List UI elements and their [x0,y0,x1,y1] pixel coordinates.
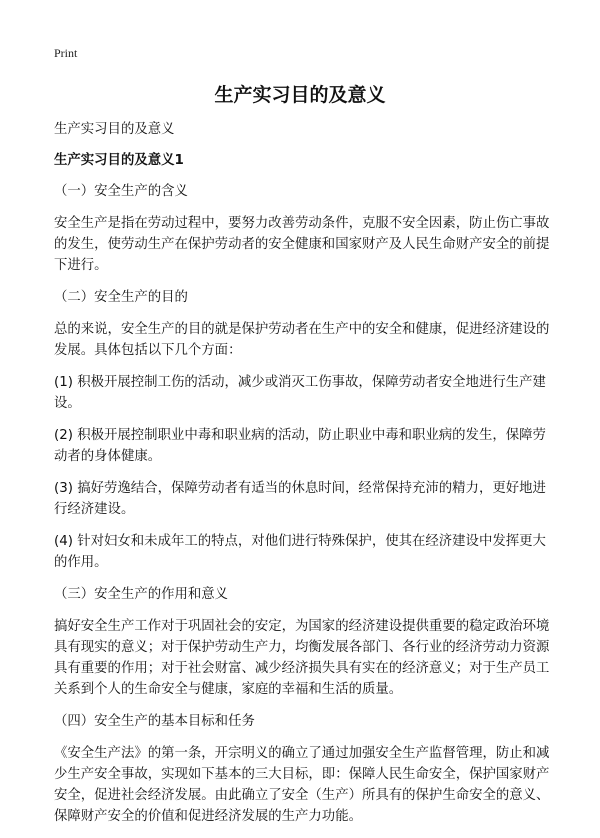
print-link[interactable]: Print [54,46,78,60]
list-item-1: (1) 积极开展控制工伤的活动，减少或消灭工伤事故，保障劳动者安全地进行生产建设。 [54,375,546,411]
document-title: 生产实习目的及意义 [214,84,386,106]
heading-safety-goals: （四）安全生产的基本目标和任务 [54,714,255,729]
paragraph-safety-goals: 《安全生产法》的第一条，开宗明义的确立了通过加强安全生产监督管理，防止和减少生产安全事故，实现如下基本的三大目标，即：保障人民生命安全，保护国家财产安全，促进社会经济发展。由此确立了安全（生产）所具有的保护生命安全的意义、保障财产安全的价值和促进经济发展的生产力功能。 [54,746,550,824]
list-item-2: (2) 积极开展控制职业中毒和职业病的活动，防止职业中毒和职业病的发生，保障劳动者的身体健康。 [54,428,546,464]
heading-safety-purpose: （二）安全生产的目的 [54,290,188,305]
paragraph-safety-definition: 安全生产是指在劳动过程中，要努力改善劳动条件，克服不安全因素，防止伤亡事故的发生，使劳动生产在保护劳动者的安全健康和国家财产及人民生命财产安全的前提下进行。 [54,216,550,273]
section-heading: 生产实习目的及意义1 [54,153,184,168]
paragraph-safety-role: 搞好安全生产工作对于巩固社会的安定，为国家的经济建设提供重要的稳定政治环境具有现实的意义；对于保护劳动生产力，均衡发展各部门、各行业的经济劳动力资源具有重要的作用；对于社会财富、减少经济损失具有实在的经济意义；对于生产员工关系到个人的生命安全与健康，家庭的幸福和生活的质量。 [54,619,550,697]
document-subtitle: 生产实习目的及意义 [54,122,175,137]
heading-safety-role: （三）安全生产的作用和意义 [54,587,229,602]
paragraph-safety-purpose: 总的来说，安全生产的目的就是保护劳动者在生产中的安全和健康，促进经济建设的发展。具体包括以下几个方面： [54,322,550,358]
heading-safety-definition: （一）安全生产的含义 [54,184,188,199]
document-body [54,119,550,838]
list-item-3: (3) 搞好劳逸结合，保障劳动者有适当的休息时间，经常保持充沛的精力，更好地进行经济建设。 [54,481,546,517]
list-item-4: (4) 针对妇女和未成年工的特点，对他们进行特殊保护，使其在经济建设中发挥更大的作用。 [54,534,546,570]
